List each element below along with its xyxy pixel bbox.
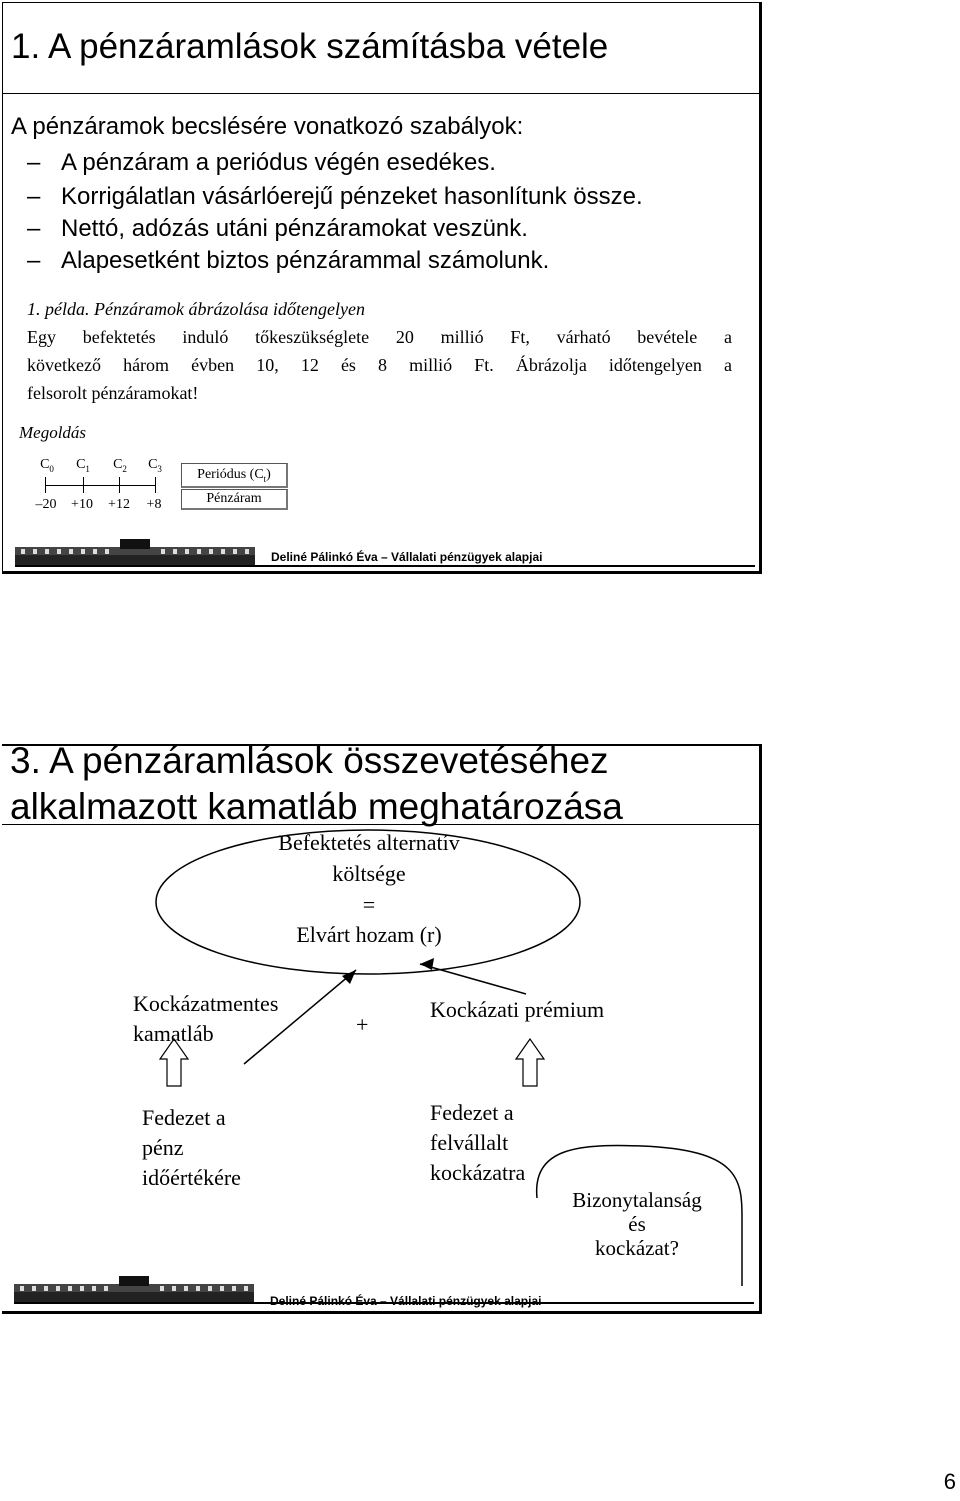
period-label-c3: $C_3$ (148, 457, 162, 474)
bullet-item (27, 183, 643, 211)
footer-author: Deliné Pálinkó Éva – Vállalati pénzügyek alapjai (271, 550, 543, 564)
bullet-text: Alapesetként biztos pénzárammal számolunk. (61, 247, 550, 274)
page-number: 6 (943, 1469, 956, 1494)
plus-sign: + (356, 1012, 369, 1037)
premium-note: Fedezet a (430, 1100, 514, 1125)
slide-1-title: 1. A pénzáramlások számításba vétele (11, 27, 609, 66)
riskfree-note: pénz (142, 1135, 184, 1160)
riskfree-rate-label: kamatláb (133, 1021, 214, 1046)
premium-note: felvállalt (430, 1130, 509, 1155)
timeline-axis (45, 485, 155, 486)
timeline-tick (155, 477, 156, 493)
timeline-tick (119, 477, 120, 493)
riskfree-note: Fedezet a (142, 1105, 226, 1130)
bullet-text: A pénzáram a periódus végén esedékes. (61, 149, 496, 176)
period-label-c1: $C_1$ (76, 457, 90, 474)
arrow-riskfree (244, 970, 356, 1064)
premium-note: kockázatra (430, 1160, 526, 1185)
rules-heading: A pénzáramok becslésére vonatkozó szabályok: (11, 113, 524, 140)
bullet-text: Nettó, adózás utáni pénzáramokat veszünk. (61, 215, 528, 242)
risk-premium-label: Kockázati prémium (430, 997, 605, 1022)
ellipse-line: költsége (332, 861, 406, 886)
timeline-tick (45, 477, 46, 493)
arrow-premium (420, 964, 526, 994)
hollow-up-arrow-right (516, 1039, 544, 1086)
legend-period: Periódus $(C_t)$ (181, 463, 288, 488)
uncertainty-question: kockázat? (595, 1236, 679, 1260)
legend-cashflow: Pénzáram (181, 489, 288, 510)
bullet-item (27, 215, 528, 243)
slide-2-title-line-2: alkalmazott kamatláb meghatározása (10, 786, 623, 827)
bullet-text: Korrigálatlan vásárlóerejű pénzeket hasonlítunk össze. (61, 183, 643, 210)
uncertainty-question: Bizonytalanság (572, 1188, 702, 1212)
example-label: 1. példa. (27, 299, 90, 319)
example-title: Pénzáramok ábrázolása időtengelyen (94, 299, 365, 319)
example-heading (27, 299, 365, 320)
slide-1 (2, 2, 762, 574)
riskfree-note: időértékére (142, 1165, 241, 1190)
bullet-dash: – (27, 215, 41, 242)
title-divider (3, 93, 759, 94)
period-label-c0: $C_0$ (40, 457, 54, 474)
ellipse-line: = (362, 892, 376, 917)
period-label-c2: $C_2$ (113, 457, 127, 474)
cashflow-value-c2: +12 (108, 497, 130, 512)
slide-2-title-line-1: 3. A pénzáramlások összevetéséhez (10, 740, 609, 781)
example-text-line: Egy befektetés induló tőkeszükséglete 20 millió Ft, várható bevétele a (27, 327, 732, 347)
bullet-dash: – (27, 183, 41, 210)
cashflow-value-c1: +10 (71, 497, 93, 512)
example-text-line: következő három évben 10, 12 és 8 millió Ft. Ábrázolja időtengelyen a (27, 355, 732, 375)
bullet-item (27, 149, 496, 177)
cashflow-value-c3: +8 (146, 497, 162, 512)
bullet-item (27, 247, 549, 275)
bullet-dash: – (27, 149, 41, 176)
cashflow-value-c0: –20 (35, 497, 57, 512)
bullet-dash: – (27, 247, 41, 274)
example-text-line: felsorolt pénzáramokat! (27, 383, 199, 403)
slide-2 (2, 740, 762, 1314)
uncertainty-question: és (628, 1212, 646, 1236)
riskfree-rate-label: Kockázatmentes (133, 991, 279, 1016)
solution-label: Megoldás (19, 423, 87, 442)
ellipse-line: Elvárt hozam (r) (296, 922, 442, 947)
ellipse-line: Befektetés alternatív (278, 830, 460, 855)
footer-author: Deliné Pálinkó Éva – Vállalati pénzügyek alapjai (270, 1294, 542, 1308)
timeline-tick (83, 477, 84, 493)
